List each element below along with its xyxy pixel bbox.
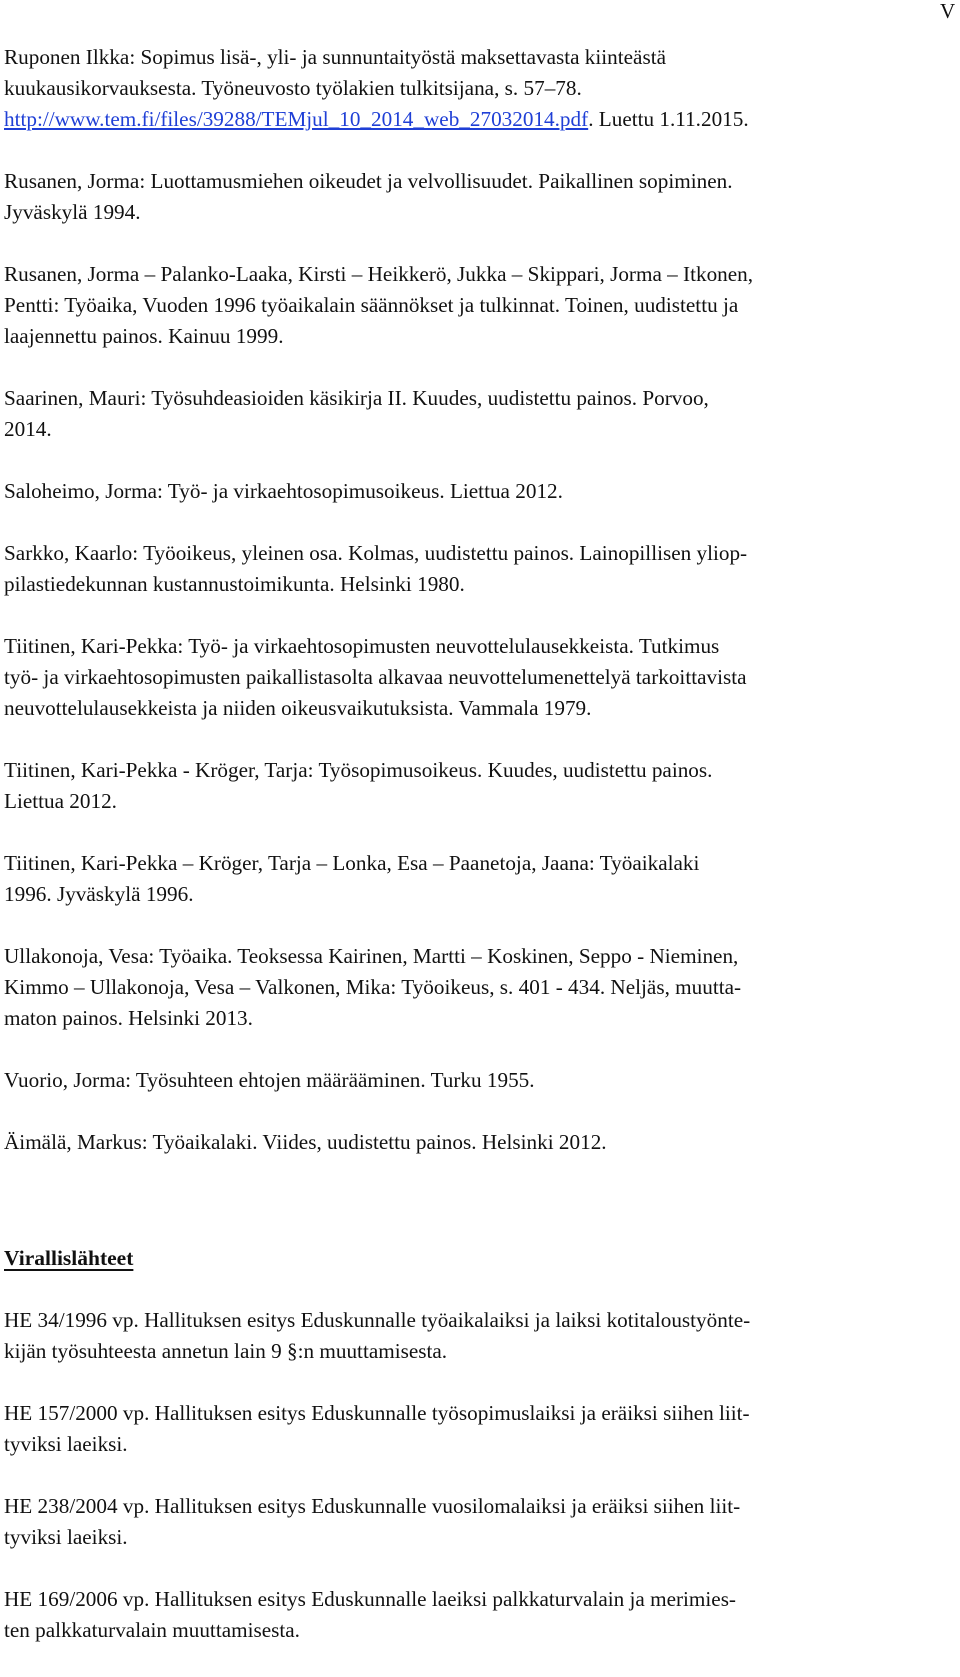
entry-link-suffix: . Luettu 1.11.2015. — [588, 107, 749, 131]
entry-line: HE 34/1996 vp. Hallituksen esitys Eduskunnalle työaikalaiksi ja laiksi kotitaloustyönte- — [4, 1308, 751, 1332]
bibliography-entry — [4, 42, 944, 135]
bibliography-entry — [4, 166, 944, 228]
bibliography-entry — [4, 1127, 944, 1158]
entry-line: Rusanen, Jorma: Luottamusmiehen oikeudet ja velvollisuudet. Paikallinen sopiminen. — [4, 169, 733, 193]
bibliography-entry — [4, 1065, 944, 1096]
entry-line: Kimmo – Ullakonoja, Vesa – Valkonen, Mika: Työoikeus, s. 401 - 434. Neljäs, muutta- — [4, 975, 742, 999]
entry-line: HE 238/2004 vp. Hallituksen esitys Eduskunnalle vuosilomalaiksi ja eräiksi siihen liit- — [4, 1494, 741, 1518]
bibliography-entry — [4, 631, 944, 724]
bibliography-entry — [4, 538, 944, 600]
entry-line: Rusanen, Jorma – Palanko-Laaka, Kirsti – Heikkerö, Jukka – Skippari, Jorma – Itkonen, — [4, 262, 754, 286]
entry-line: maton painos. Helsinki 2013. — [4, 1006, 253, 1030]
entry-line: Tiitinen, Kari-Pekka – Kröger, Tarja – Lonka, Esa – Paanetoja, Jaana: Työaikalaki — [4, 851, 700, 875]
entry-line: Vuorio, Jorma: Työsuhteen ehtojen määrääminen. Turku 1955. — [4, 1068, 535, 1092]
bibliography-entry — [4, 848, 944, 910]
entry-line: kuukausikorvauksesta. Työneuvosto työlakien tulkitsijana, s. 57–78. — [4, 76, 582, 100]
official-source-entry — [4, 1398, 944, 1460]
entry-line: Sarkko, Kaarlo: Työoikeus, yleinen osa. Kolmas, uudistettu painos. Lainopillisen yliop- — [4, 541, 748, 565]
entry-line: HE 157/2000 vp. Hallituksen esitys Eduskunnalle työsopimuslaiksi ja eräiksi siihen liit- — [4, 1401, 750, 1425]
document-content — [4, 42, 944, 1677]
bibliography-entry — [4, 755, 944, 817]
bibliography-entry — [4, 259, 944, 352]
official-source-entry — [4, 1305, 944, 1367]
entry-line: Pentti: Työaika, Vuoden 1996 työaikalain säännökset ja tulkinnat. Toinen, uudistettu ja — [4, 293, 739, 317]
entry-line: 1996. Jyväskylä 1996. — [4, 882, 194, 906]
entry-line-with-link — [4, 104, 944, 135]
entry-line: tyviksi laeiksi. — [4, 1432, 128, 1456]
page-number: V — [940, 0, 956, 23]
entry-line: 2014. — [4, 417, 52, 441]
entry-line: tyviksi laeiksi. — [4, 1525, 128, 1549]
official-source-entry — [4, 1584, 944, 1646]
official-source-entry — [4, 1491, 944, 1553]
entry-line: Tiitinen, Kari-Pekka - Kröger, Tarja: Työsopimusoikeus. Kuudes, uudistettu painos. — [4, 758, 713, 782]
entry-line: Tiitinen, Kari-Pekka: Työ- ja virkaehtosopimusten neuvottelulausekkeista. Tutkimus — [4, 634, 720, 658]
source-link[interactable]: http://www.tem.fi/files/39288/TEMjul_10_2014_web_27032014.pdf — [4, 107, 589, 131]
entry-line: pilastiedekunnan kustannustoimikunta. Helsinki 1980. — [4, 572, 465, 596]
entry-line: kijän työsuhteesta annetun lain 9 §:n muuttamisesta. — [4, 1339, 448, 1363]
entry-line: Liettua 2012. — [4, 789, 117, 813]
bibliography-entry — [4, 383, 944, 445]
entry-line: Ruponen Ilkka: Sopimus lisä-, yli- ja sunnuntaityöstä maksettavasta kiinteästä — [4, 45, 666, 69]
entry-line: Saarinen, Mauri: Työsuhdeasioiden käsikirja II. Kuudes, uudistettu painos. Porvoo, — [4, 386, 709, 410]
bibliography-entry — [4, 476, 944, 507]
entry-line: Ullakonoja, Vesa: Työaika. Teoksessa Kairinen, Martti – Koskinen, Seppo - Nieminen, — [4, 944, 739, 968]
entry-line: ten palkkaturvalain muuttamisesta. — [4, 1618, 300, 1642]
section-spacer — [4, 1189, 944, 1213]
section-heading-official-sources: Virallislähteet — [4, 1246, 134, 1270]
entry-line: laajennettu painos. Kainuu 1999. — [4, 324, 284, 348]
bibliography-entry — [4, 941, 944, 1034]
entry-line: HE 169/2006 vp. Hallituksen esitys Eduskunnalle laeiksi palkkaturvalain ja merimies- — [4, 1587, 736, 1611]
entry-line: työ- ja virkaehtosopimusten paikallistasolta alkavaa neuvottelumenettelyä tarkoittavista — [4, 665, 747, 689]
entry-line: neuvottelulausekkeista ja niiden oikeusvaikutuksista. Vammala 1979. — [4, 696, 592, 720]
entry-line: Jyväskylä 1994. — [4, 200, 141, 224]
entry-line: Saloheimo, Jorma: Työ- ja virkaehtosopimusoikeus. Liettua 2012. — [4, 479, 563, 503]
entry-line: Äimälä, Markus: Työaikalaki. Viides, uudistettu painos. Helsinki 2012. — [4, 1130, 607, 1154]
